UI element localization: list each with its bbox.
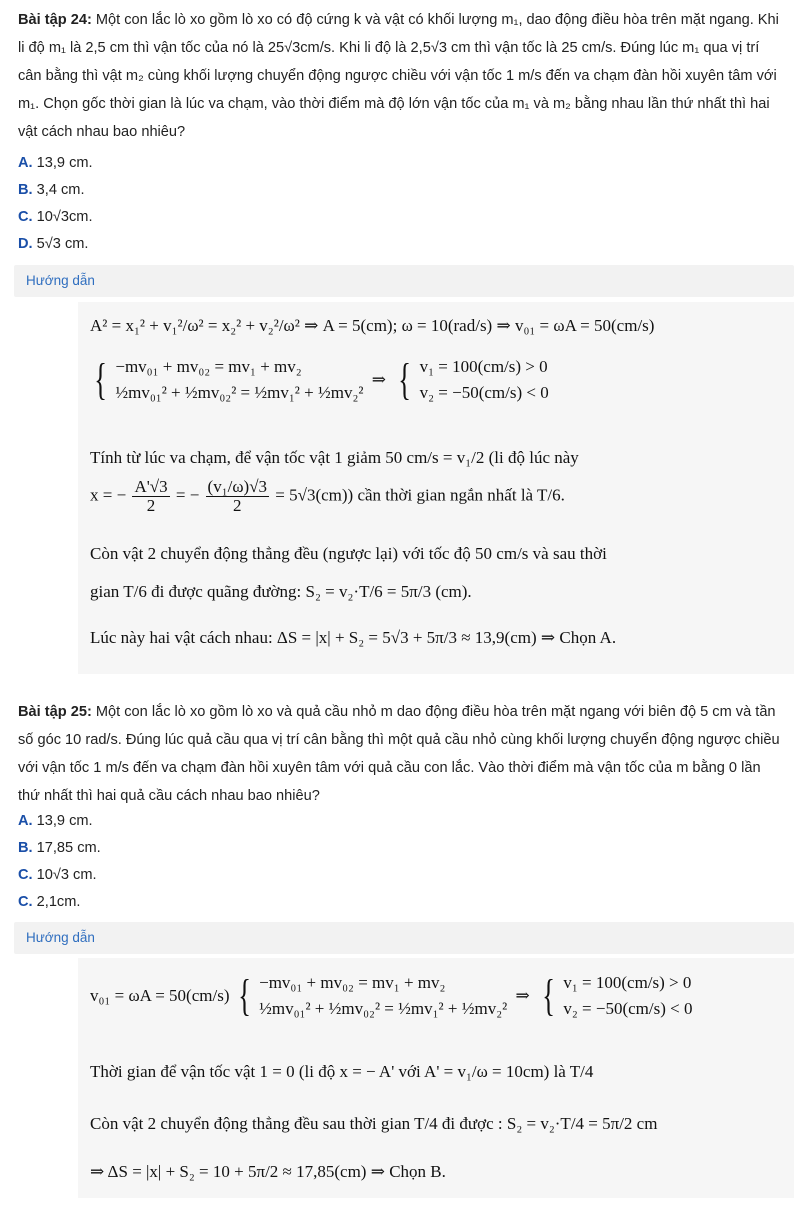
guide-label: Hướng dẫn	[26, 273, 95, 288]
collision-system: { −mv₀₁ + mv₀₂ = mv₁ + mv₂ ½mv₀₁² + ½mv₀₂² = ½mv₁² + ½mv₂² ⇒ { v₁ = 100(cm/s) > 0 v₂ = −50(cm/s) < 0	[94, 355, 549, 404]
option-a[interactable]: A. 13,9 cm.	[18, 813, 93, 829]
solution-line: Còn vật 2 chuyển động thẳng đều sau thời gian T/4 đi được : S₂ = v₂·T/4 = 5π/2 cm	[90, 1114, 658, 1133]
solution-line: ⇒ ΔS = |x| + S₂ = 10 + 5π/2 ≈ 17,85(cm) ⇒ Chọn B.	[90, 1162, 446, 1181]
implies-icon: ⇒	[371, 370, 386, 389]
option-c[interactable]: C. 10√3 cm.	[18, 867, 97, 883]
solution-line: gian T/6 đi được quãng đường: S₂ = v₂·T/6 = 5π/3 (cm).	[90, 582, 472, 601]
option-d[interactable]: C. 2,1cm.	[18, 894, 81, 910]
option-c[interactable]: C. 10√3cm.	[18, 209, 93, 225]
solution-25	[78, 958, 794, 1198]
option-a[interactable]: A. 13,9 cm.	[18, 155, 93, 171]
problem-24-label: Bài tập 24:	[18, 12, 92, 28]
problem-24-text: Một con lắc lò xo gồm lò xo có độ cứng k và vật có khối lượng m₁, dao động điều hòa trên mặt ngang. Khi li độ m₁ là 2,5 cm thì vận tốc của nó là 25√3cm/s. Khi li độ là 2,5√3 cm thì vận tốc là 25 cm/s. Đúng lúc m₁ qua vị trí cân bằng thì vật m₂ cùng khối lượng chuyển động ngược chiều với vận tốc 1 m/s đến va chạm đàn hồi xuyên tâm với m₁. Chọn gốc thời gian là lúc va chạm, vào thời điểm mà độ lớn vận tốc của m₁ và m₂ bằng nhau lần thứ nhất thì hai vật cách nhau bao nhiêu?	[18, 12, 779, 140]
solution-line: x = − $\frac{A'√3}{2}$ = − $\frac{\text{(v₁/ω)√3}}{2}$ = 5√3(cm)) cần thời gian ngắn nhất là T/6.	[90, 477, 565, 515]
brace-icon: {	[398, 355, 412, 404]
solution-line: Thời gian để vận tốc vật 1 = 0 (li độ x = − A' với A' = v₁/ω = 10cm) là T/4	[90, 1062, 594, 1081]
option-b[interactable]: B. 17,85 cm.	[18, 840, 101, 856]
brace-icon: {	[542, 971, 555, 1020]
problem-25-statement	[18, 698, 786, 810]
problem-24-statement	[18, 6, 786, 146]
option-d[interactable]: D. 5√3 cm.	[18, 236, 89, 252]
implies-icon: ⇒	[515, 986, 530, 1005]
brace-icon: {	[94, 355, 107, 404]
option-b[interactable]: B. 3,4 cm.	[18, 182, 85, 198]
solution-line: Lúc này hai vật cách nhau: ΔS = |x| + S₂ = 5√3 + 5π/3 ≈ 13,9(cm) ⇒ Chọn A.	[90, 628, 617, 647]
problem-25-options	[18, 808, 101, 916]
brace-icon: {	[237, 971, 251, 1020]
solution-line: Còn vật 2 chuyển động thẳng đều (ngược lại) với tốc độ 50 cm/s và sau thời	[90, 544, 607, 563]
problem-25-text: Một con lắc lò xo gồm lò xo và quả cầu nhỏ m dao động điều hòa trên mặt ngang với biên độ 5 cm và tần số góc 10 rad/s. Đúng lúc quả cầu qua vị trí cân bằng thì một quả cầu nhỏ cùng khối lượng chuyển động ngược chiều với vận tốc 1 m/s đến va chạm đàn hồi xuyên tâm với quả cầu con lắc. Vào thời điểm mà vận tốc của m bằng 0 lần thứ nhất thì hai quả cầu cách nhau bao nhiêu?	[18, 704, 780, 804]
guide-label: Hướng dẫn	[26, 930, 95, 945]
problem-24-options	[18, 150, 93, 258]
collision-system: v₀₁ = ωA = 50(cm/s) { −mv₀₁ + mv₀₂ = mv₁ + mv₂ ½mv₀₁² + ½mv₀₂² = ½mv₁² + ½mv₂² ⇒ { v₁ = 100(cm/s) > 0 v₂ = −50(cm/s) < 0	[90, 971, 693, 1020]
problem-25-label: Bài tập 25:	[18, 704, 92, 720]
solution-line: A² = x₁² + v₁²/ω² = x₂² + v₂²/ω² ⇒ A = 5(cm); ω = 10(rad/s) ⇒ v₀₁ = ωA = 50(cm/s)	[90, 316, 655, 335]
guide-toggle-25[interactable]	[14, 922, 794, 954]
solution-24	[78, 302, 794, 674]
guide-toggle-24[interactable]	[14, 265, 794, 297]
solution-line: Tính từ lúc va chạm, để vận tốc vật 1 giảm 50 cm/s = v₁/2 (li độ lúc này	[90, 448, 579, 467]
